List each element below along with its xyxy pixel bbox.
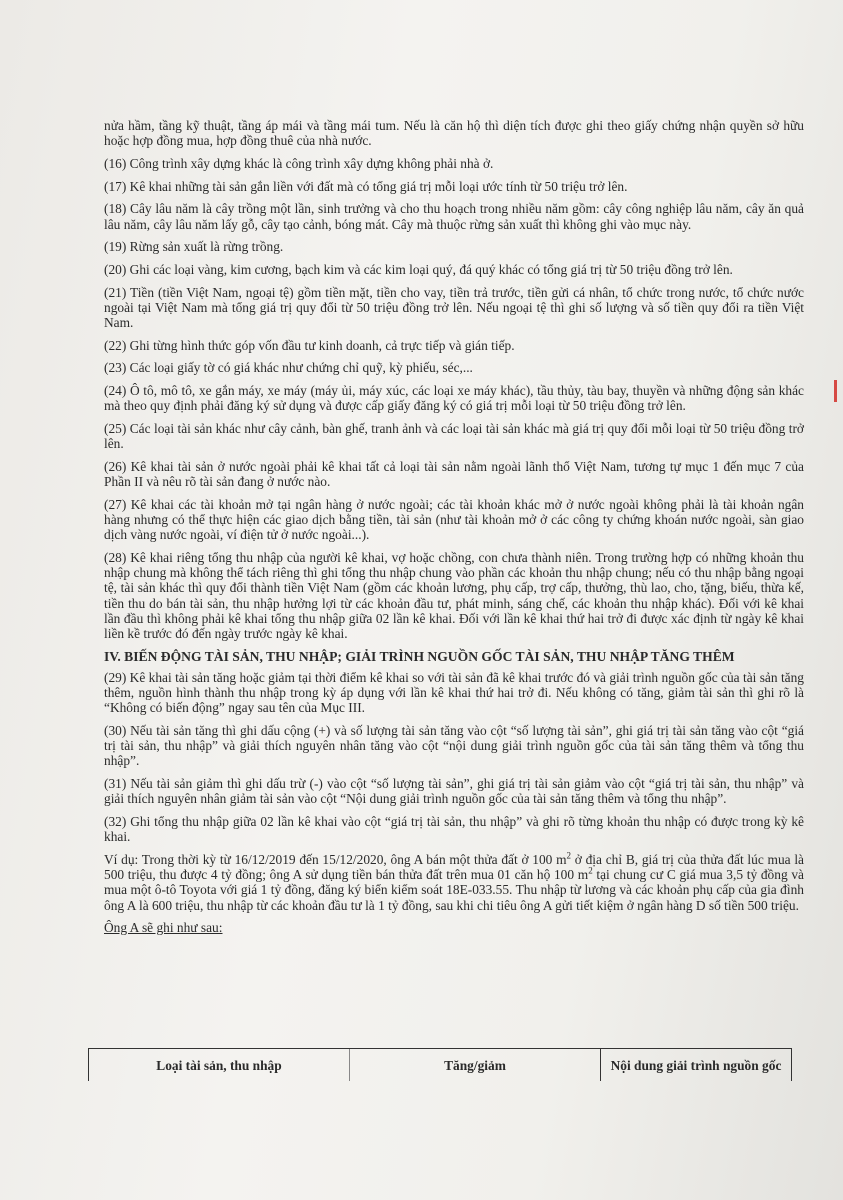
paragraph-18: (18) Cây lâu năm là cây trồng một lần, sinh trưởng và cho thu hoạch trong nhiều năm gồm: cây công nghiệp lâu năm, cây ăn quả lâu năm, cây lâu năm lấy gỗ, cây tạo cảnh, bóng mát. Cây mà thuộc rừng sản xuất thì không ghi vào mục này. xyxy=(104,201,804,232)
section-heading: IV. BIẾN ĐỘNG TÀI SẢN, THU NHẬP; GIẢI TRÌNH NGUỒN GỐC TÀI SẢN, THU NHẬP TĂNG THÊM xyxy=(104,648,735,664)
example-text-3: tại chung cư C giá mua 3,5 tỷ đồng và mua một ô-tô Toyota với giá 1 tỷ đồng, đăng ký biển kiểm soát 18E-033.55. Thu nhập từ lương và các khoản phụ cấp của gia đình ông A là 600 triệu, thu nhập từ các khoản đầu tư là 1 tỷ đồng, sau khi chi tiêu ông A gửi tiết kiệm ở ngân hàng D số tiền 500 triệu. xyxy=(104,867,804,913)
paragraph-29: (29) Kê khai tài sản tăng hoặc giảm tại thời điểm kê khai so với tài sản đã kê khai trước đó và giải trình nguồn gốc của tài sản tăng thêm, nguồn hình thành thu nhập trong kỳ áp dụng với lần kê khai thứ hai trở đi. Nếu không có tăng, giảm tài sản thì ghi rõ là “Không có biến động” ngay sau tên của Mục III. xyxy=(104,669,804,716)
table-header-asset-type: Loại tài sản, thu nhập xyxy=(156,1058,282,1073)
paragraph-20: (20) Ghi các loại vàng, kim cương, bạch kim và các kim loại quý, đá quý khác có tổng giá trị từ 50 triệu đồng trở lên. xyxy=(104,261,733,277)
superscript-2: 2 xyxy=(588,865,593,876)
paragraph-16: (16) Công trình xây dựng khác là công trình xây dựng không phải nhà ở. xyxy=(104,155,494,171)
page-edge-mark xyxy=(834,380,837,402)
example-text-1: Ví dụ: Trong thời kỳ từ 16/12/2019 đến 15/12/2020, ông A bán một thửa đất ở 100 m xyxy=(104,851,567,867)
document-body xyxy=(104,118,804,935)
paragraph-32: (32) Ghi tổng thu nhập giữa 02 lần kê khai vào cột “giá trị tài sản, thu nhập” và ghi rõ từng khoản thu nhập có được trong kỳ kê khai. xyxy=(104,814,804,845)
paragraph-25: (25) Các loại tài sản khác như cây cảnh, bàn ghế, tranh ảnh và các loại tài sản khác mà giá trị quy đổi mỗi loại từ 50 triệu đồng trở lên. xyxy=(104,421,804,452)
paragraph-27: (27) Kê khai các tài khoản mở tại ngân hàng ở nước ngoài; các tài khoản khác mở ở nước ngoài không phải là tài khoản ngân hàng nhưng có thể thực hiện các giao dịch bằng tiền, tài sản (như tài khoản mở ở các công ty chứng khoán nước ngoài, sàn giao dịch vàng nước ngoài, ví điện tử ở nước ngoài...). xyxy=(104,496,804,543)
paragraph-17: (17) Kê khai những tài sản gắn liền với đất mà có tổng giá trị mỗi loại ước tính từ 50 triệu trở lên. xyxy=(104,178,628,194)
paragraph-26: (26) Kê khai tài sản ở nước ngoài phải kê khai tất cả loại tài sản nằm ngoài lãnh thổ Việt Nam, tương tự mục 1 đến mục 7 của Phần II và nêu rõ tài sản đang ở nước nào. xyxy=(104,458,804,490)
paragraph-23: (23) Các loại giấy tờ có giá khác như chứng chỉ quỹ, kỳ phiếu, séc,... xyxy=(104,360,473,376)
table-header-change: Tăng/giảm xyxy=(349,1049,601,1081)
example-paragraph xyxy=(104,852,804,913)
example-text-2: ở địa chỉ B, giá trị của thửa đất lúc mua là 500 triệu, thu được 4 tỷ đồng; ông A sử dụng tiền bán thửa đất trên mua 01 căn hộ 100 m xyxy=(104,851,804,883)
asset-table-header xyxy=(88,1048,792,1081)
paragraph-19: (19) Rừng sản xuất là rừng trồng. xyxy=(104,239,284,255)
paragraph-30: (30) Nếu tài sản tăng thì ghi dấu cộng (+) và số lượng tài sản tăng vào cột “số lượng tài sản”, ghi giá trị tài sản tăng vào cột “giá trị tài sản, thu nhập” và giải thích nguyên nhân tăng vào cột “nội dung giải trình nguồn gốc của tài sản tăng thêm và tổng thu nhập”. xyxy=(104,723,804,769)
paragraph-24: (24) Ô tô, mô tô, xe gắn máy, xe máy (máy ủi, máy xúc, các loại xe máy khác), tầu thủy, tàu bay, thuyền và những động sản khác mà theo quy định phải đăng ký sử dụng và được cấp giấy đăng ký có giá trị mỗi loại từ 50 triệu đồng trở lên. xyxy=(104,383,804,414)
paragraph-28: (28) Kê khai riêng tổng thu nhập của người kê khai, vợ hoặc chồng, con chưa thành niên. Trong trường hợp có những khoản thu nhập chung mà không thể tách riêng thì ghi tổng thu nhập chung vào phần các khoản thu nhập chung; nếu có thu nhập bằng ngoại tệ, tài sản khác thì quy đổi thành tiền Việt Nam (gồm các khoản lương, phụ cấp, trợ cấp, thưởng, thù lao, cho, tặng, biếu, thừa kế, tiền thu do bán tài sản, thu nhập hưởng lợi từ các khoản đầu tư, phát minh, sáng chế, các khoản thu nhập khác). Đối với kê khai lần đầu thì không phải kê khai tổng thu nhập giữa 02 lần kê khai. Đối với lần kê khai thứ hai trở đi được xác định từ ngày kê khai liền kề trước đó đến ngày trước ngày kê khai. xyxy=(104,549,804,641)
paragraph-22: (22) Ghi từng hình thức góp vốn đầu tư kinh doanh, cả trực tiếp và gián tiếp. xyxy=(104,337,515,353)
paragraph-31: (31) Nếu tài sản giảm thì ghi dấu trừ (-) vào cột “số lượng tài sản”, ghi giá trị tài sản giảm vào cột “giá trị tài sản, thu nhập” và giải thích nguyên nhân giảm tài sản vào cột “Nội dung giải trình nguồn gốc của tài sản tăng thêm và tổng thu nhập”. xyxy=(104,776,804,807)
paragraph-21: (21) Tiền (tiền Việt Nam, ngoại tệ) gồm tiền mặt, tiền cho vay, tiền trả trước, tiền gửi cá nhân, tổ chức trong nước, tổ chức nước ngoài tại Việt Nam mà tổng giá trị quy đổi từ 50 triệu đồng trở lên. Nếu ngoại tệ thì ghi số lượng và số tiền quy đổi ra tiền Việt Nam. xyxy=(104,284,804,331)
table-header-explanation: Nội dung giải trình nguồn gốc xyxy=(610,1058,782,1073)
paragraph-continuation: nửa hầm, tầng kỹ thuật, tầng áp mái và tầng mái tum. Nếu là căn hộ thì diện tích được ghi theo giấy chứng nhận quyền sở hữu hoặc hợp đồng mua, hợp đồng thuê của nhà nước. xyxy=(104,118,804,149)
example-intro: Ông A sẽ ghi như sau: xyxy=(104,920,223,936)
superscript-2: 2 xyxy=(566,850,572,861)
